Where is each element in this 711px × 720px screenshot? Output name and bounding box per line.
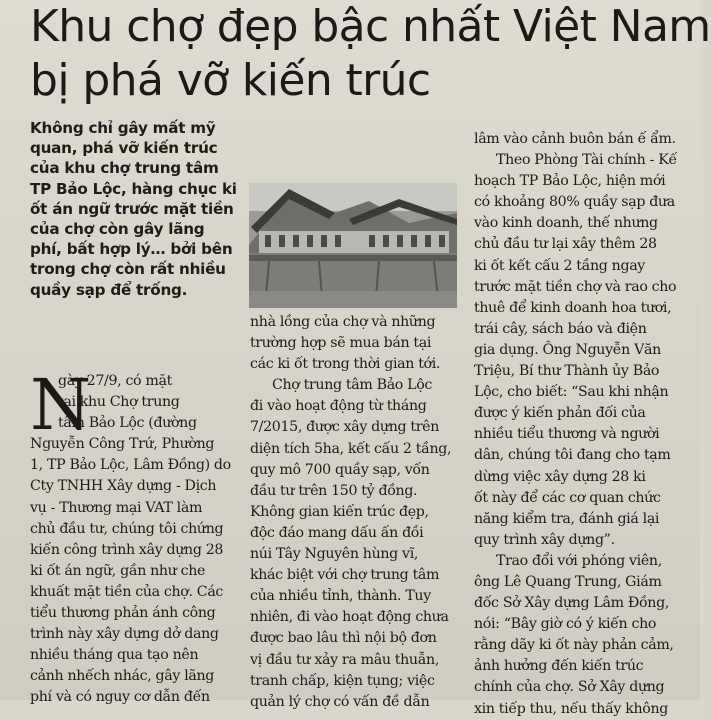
text-line: vụ - Thương mại VAT làm xyxy=(30,499,203,516)
text-line: Không gian kiến trúc đẹp, xyxy=(250,503,429,520)
text-line: vị đầu tư xảy ra mâu thuẫn, xyxy=(250,651,439,668)
text-line: khuất mặt tiền của chợ. Các xyxy=(30,583,224,600)
text-line: rằng dãy ki ốt này phản cảm, xyxy=(474,637,674,654)
text-line: đi vào hoạt động từ tháng xyxy=(250,398,427,415)
text-line: quy trình xây dựng”. xyxy=(474,531,615,548)
text-line: quy mô 700 quầy sạp, vốn xyxy=(250,461,430,478)
text-line: trình này xây dựng dở dang xyxy=(30,626,219,643)
lead-line: của khu chợ trung tâm xyxy=(30,159,219,178)
text-line: nói: “Bây giờ có ý kiến cho xyxy=(474,616,657,633)
text-line: quản lý chợ có vấn đề dẫn xyxy=(250,693,430,710)
text-line: phí và có nguy cơ dẫn đến xyxy=(30,689,210,706)
article-column-2 xyxy=(250,312,464,713)
text-line: lâm vào cảnh buôn bán ế ẩm. xyxy=(474,131,676,147)
text-line: Cty TNHH Xây dựng - Dịch xyxy=(30,478,217,495)
headline-line-1: Khu chợ đẹp bậc nhất Việt Nam xyxy=(30,1,711,52)
text-line: của nhiều tỉnh, thành. Tuy xyxy=(250,588,431,605)
text-line: gày 27/9, có mặt xyxy=(58,373,172,389)
text-line: trường hợp sẽ mua bán tại xyxy=(250,335,432,352)
text-line: trước mặt tiền chợ và rao cho xyxy=(474,278,677,295)
text-line: xin tiếp thu, nếu thấy không xyxy=(474,700,669,717)
text-line: chủ đầu tư lại xây thêm 28 xyxy=(474,236,657,253)
text-line: Theo Phòng Tài chính - Kế xyxy=(496,152,677,169)
article-column-1 xyxy=(30,364,243,709)
text-line: các ki ốt trong thời gian tới. xyxy=(250,356,441,373)
text-line: vào kinh doanh, thế nhưng xyxy=(474,215,658,232)
text-line: kiến công trình xây dựng 28 xyxy=(30,541,224,558)
drop-cap: N xyxy=(30,364,92,446)
market-building-illustration xyxy=(249,183,457,308)
text-line: núi Tây Nguyên hùng vĩ, xyxy=(250,546,419,563)
text-line: Nguyễn Công Trứ, Phường xyxy=(30,436,215,453)
text-line: được ý kiến phản đối của xyxy=(474,405,646,422)
text-line: Lộc, cho biết: “Sau khi nhận xyxy=(474,384,669,401)
lead-line: phí, bất hợp lý… bởi bên xyxy=(30,240,233,259)
text-line: thuê để kinh doanh hoa tươi, xyxy=(474,299,672,316)
text-line: trái cây, sách báo và điện xyxy=(474,320,647,337)
article-column-3 xyxy=(474,129,690,720)
text-line: chủ đầu tư, chúng tôi chứng xyxy=(30,520,224,537)
text-line: có khoảng 80% quầy sạp đưa xyxy=(474,194,675,211)
text-line: cảnh nhếch nhác, gây lãng xyxy=(30,668,215,685)
text-line: gia dụng. Ông Nguyễn Văn xyxy=(474,341,661,358)
lead-line: ốt án ngữ trước mặt tiền xyxy=(30,199,234,218)
lead-line: TP Bảo Lộc, hàng chục ki xyxy=(30,179,237,198)
text-line: nhiều tiểu thương và người xyxy=(474,426,660,443)
lead-line: Không chỉ gây mất mỹ xyxy=(30,119,216,137)
headline-line-2: bị phá vỡ kiến trúc xyxy=(30,55,431,106)
text-line: nhà lồng của chợ và những xyxy=(250,314,436,330)
market-photo xyxy=(249,183,457,308)
text-line: Trao đổi với phóng viên, xyxy=(496,552,662,569)
text-line: ki ốt án ngữ, gần như che xyxy=(30,562,206,579)
text-line: ông Lê Quang Trung, Giám xyxy=(474,573,662,590)
text-line: dân, chúng tôi đang cho tạm xyxy=(474,447,671,464)
text-line: nhiên, đi vào hoạt động chưa xyxy=(250,609,449,626)
text-line: khác biệt với chợ trung tâm xyxy=(250,567,440,584)
text-line: 7/2015, được xây dựng trên xyxy=(250,419,439,436)
lead-line: quan, phá vỡ kiến trúc xyxy=(30,139,218,158)
text-line: nhiều tháng qua tạo nên xyxy=(30,647,199,664)
lead-line: của chợ còn gây lãng xyxy=(30,220,205,239)
text-line: năng kiểm tra, đánh giá lại xyxy=(474,510,660,527)
text-line: ốt này để các cơ quan chức xyxy=(474,489,661,506)
text-line: 1, TP Bảo Lộc, Lâm Đồng) do xyxy=(30,457,231,474)
text-line: Chợ trung tâm Bảo Lộc xyxy=(272,377,433,394)
text-line: hoạch TP Bảo Lộc, hiện mới xyxy=(474,173,666,190)
lead-line: quầy sạp để trống. xyxy=(30,280,188,299)
text-line: đầu tư trên 150 tỷ đồng. xyxy=(250,482,418,499)
text-line: dừng việc xây dựng 28 ki xyxy=(474,468,646,485)
text-line: tiểu thương phản ánh công xyxy=(30,605,216,622)
lead-paragraph xyxy=(30,118,245,300)
text-line: độc đáo mang dấu ấn đồi xyxy=(250,524,424,541)
text-line: tại khu Chợ trung xyxy=(58,394,180,411)
text-line: ki ốt kết cấu 2 tầng ngay xyxy=(474,257,645,274)
lead-line: trong chợ còn rất nhiều xyxy=(30,260,226,279)
text-line: đốc Sở Xây dựng Lâm Đồng, xyxy=(474,595,669,612)
text-line: ảnh hưởng đến kiến trúc xyxy=(474,658,644,675)
text-line: chính của chợ. Sở Xây dựng xyxy=(474,679,665,696)
text-line: tranh chấp, kiện tụng; việc xyxy=(250,672,435,689)
text-line: được bao lâu thì nội bộ đơn xyxy=(250,630,437,647)
text-line: Triệu, Bí thư Thành ủy Bảo xyxy=(474,363,660,380)
text-line: tâm Bảo Lộc (đường xyxy=(58,415,197,432)
text-line: diện tích 5ha, kết cấu 2 tầng, xyxy=(250,440,452,457)
